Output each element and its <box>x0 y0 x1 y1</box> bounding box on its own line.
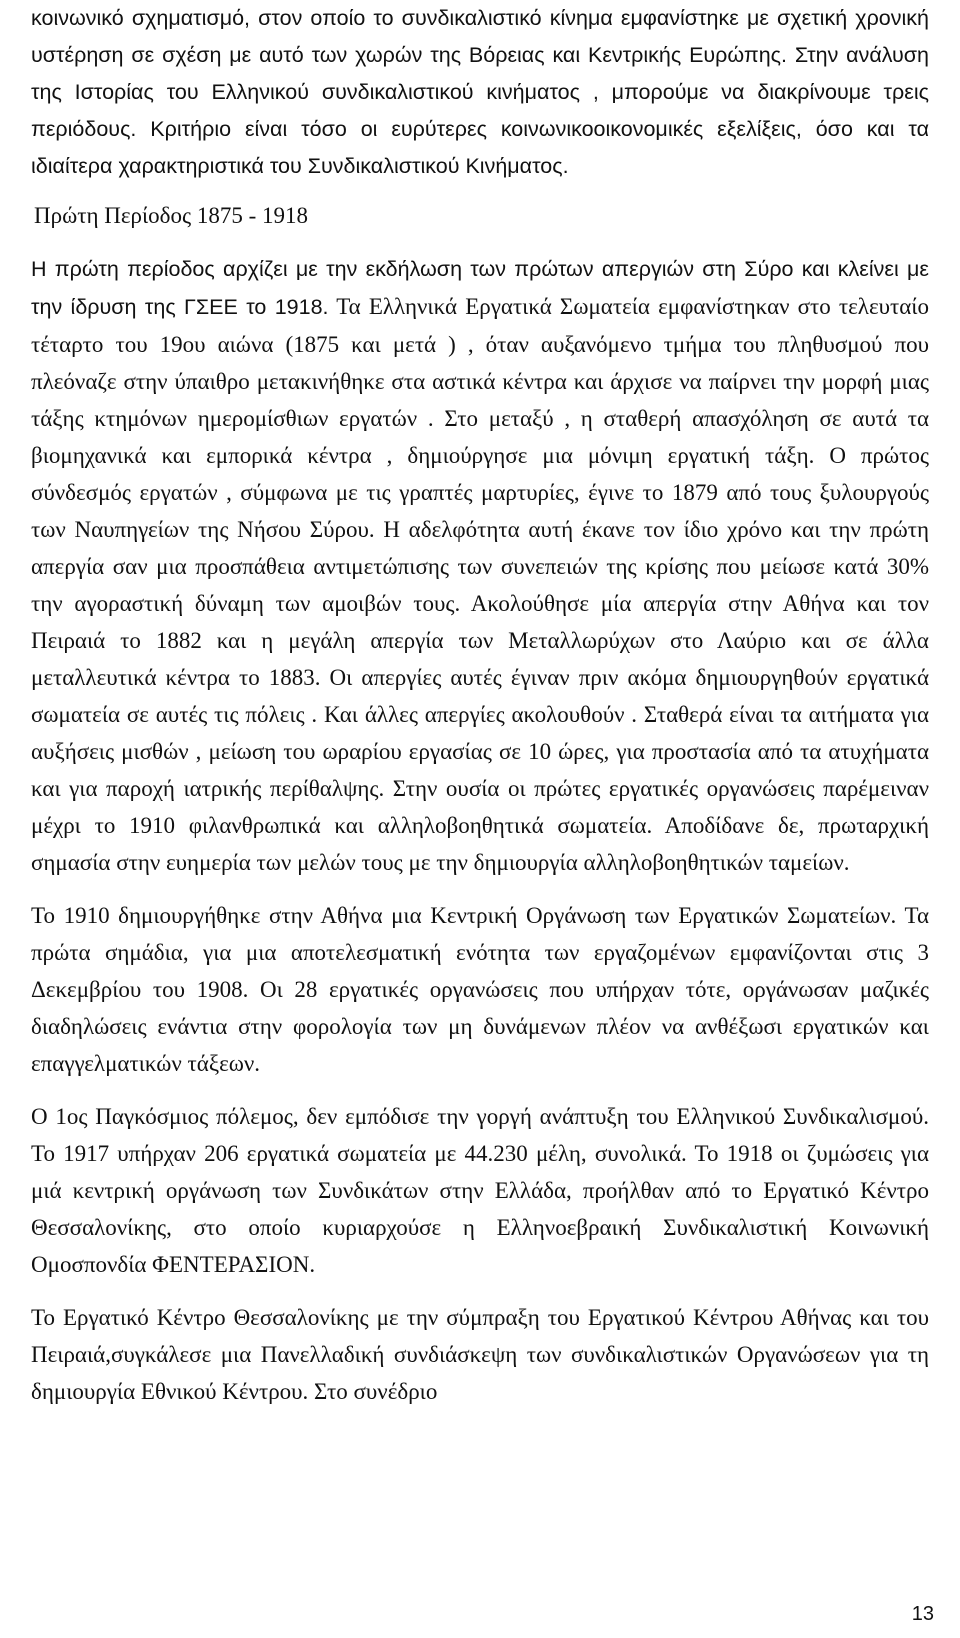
paragraph-first-period-lead: Η πρώτη περίοδος αρχίζει με την εκδήλωση των πρώτων απεργιών στη Σύρο και κλείνει με την ίδρυση της ΓΣΕΕ το 1918. <box>31 257 929 319</box>
intro-paragraph: κοινωνικό σχηματισμό, στον οποίο το συνδικαλιστικό κίνημα εμφανίστηκε με σχετική χρονική υστέρηση σε σχέση με αυτό των χωρών της Βόρειας και Κεντρικής Ευρώπης. Στην ανάλυση της Ιστορίας του Ελληνικού συνδικαλιστικού κινήματος , μπορούμε να διακρίνουμε τρεις περιόδους. Κριτήριο είναι τόσο οι ευρύτερες κοινωνικοοικονομικές εξελίξεις, όσο και τα ιδιαίτερα χαρακτηριστικά του Συνδικαλιστικού Κινήματος. <box>31 6 929 178</box>
document-page <box>31 0 929 1410</box>
paragraph-thessaloniki: Το Εργατικό Κέντρο Θεσσαλονίκης με την σύμπραξη του Εργατικού Κέντρου Αθήνας και του Πειραιά,συγκάλεσε μια Πανελλαδική συνδιάσκεψη των συνδικαλιστικών Οργανώσεων για τη δημιουργία Εθνικού Κέντρου. Στο συνέδριο <box>31 1305 929 1404</box>
paragraph-first-period-body: Τα Ελληνικά Εργατικά Σωματεία εμφανίστηκαν στο τελευταίο τέταρτο του 19ου αιώνα (1875 και μετά ) , όταν αυξανόμενο τμήμα του πληθυσμού που πλεόναζε στην ύπαιθρο μετακινήθηκε στα αστικά κέντρα και άρχισε να παίρνει την μορφή μιας τάξης κτημόνων ημερομίσθιων εργατών . Στο μεταξύ , η σταθερή απασχόληση σε αυτά τα βιομηχανικά και εμπορικά κέντρα , δημιούργησε μια μόνιμη εργατική τάξη. Ο πρώτος σύνδεσμός εργατών , σύμφωνα με τις γραπτές μαρτυρίες, έγινε το 1879 από τους ξυλουργούς των Ναυπηγείων της Νήσου Σύρου. Η αδελφότητα αυτή έκανε τον ίδιο χρόνο και την πρώτη απεργία σαν μια προσπάθεια αντιμετώπισης των συνεπειών της κρίσης που μείωσε κατά 30% την αγοραστική δύναμη των αμοιβών τους. Ακολούθησε μία απεργία στην Αθήνα και τον Πειραιά το 1882 και η μεγάλη απεργία των Μεταλλωρύχων στο Λαύριο και σε άλλα μεταλλευτικά κέντρα το 1883. Οι απεργίες αυτές έγιναν πριν ακόμα δημιουργηθούν εργατικά σωματεία σε αυτές τις πόλεις . Και άλλες απεργίες ακολουθούν . Σταθερά είναι τα αιτήματα για αυξήσεις μισθών , μείωση του ωραρίου εργασίας σε 10 ώρες, για προστασία από τα ατυχήματα και για παροχή ιατρικής περίθαλψης. Στην ουσία οι πρώτες εργατικές οργανώσεις παρέμειναν μέχρι το 1910 φιλανθρωπικά και αλληλοβοηθητικά σωματεία. Αποδίδανε δε, πρωταρχική σημασία στην ευημερία των μελών τους με την δημιουργία αλληλοβοηθητικών ταμείων. <box>31 294 929 875</box>
paragraph-first-period <box>31 250 929 881</box>
paragraph-1910: Το 1910 δημιουργήθηκε στην Αθήνα μια Κεντρική Οργάνωση των Εργατικών Σωματείων. Τα πρώτα σημάδια, για μια αποτελεσματική ενότητα των εργαζομένων εμφανίζονται στις 3 Δεκεμβρίου του 1908. Οι 28 εργατικές οργανώσεις που υπήρχαν τότε, οργάνωσαν μαζικές διαδηλώσεις ενάντια στην φορολογία των μη δυνάμενων πλέον να ανθέξωσι εργατικών και επαγγελματικών τάξεων. <box>31 903 929 1076</box>
page-number: 13 <box>911 1603 934 1625</box>
section-heading: Πρώτη Περίοδος 1875 - 1918 <box>34 203 309 228</box>
paragraph-world-war: Ο 1ος Παγκόσμιος πόλεμος, δεν εμπόδισε την γοργή ανάπτυξη του Ελληνικού Συνδικαλισμού. Το 1917 υπήρχαν 206 εργατικά σωματεία με 44.230 μέλη, συνολικά. Το 1918 οι ζυμώσεις για μιά κεντρική οργάνωση των Συνδικάτων στην Ελλάδα, προήλθαν από το Εργατικό Κέντρο Θεσσαλονίκης, στο οποίο κυριαρχούσε η Ελληνοεβραική Συνδικαλιστική Κοινωνική Ομοσπονδία ΦΕΝΤΕΡΑΣΙΟΝ. <box>31 1104 929 1277</box>
